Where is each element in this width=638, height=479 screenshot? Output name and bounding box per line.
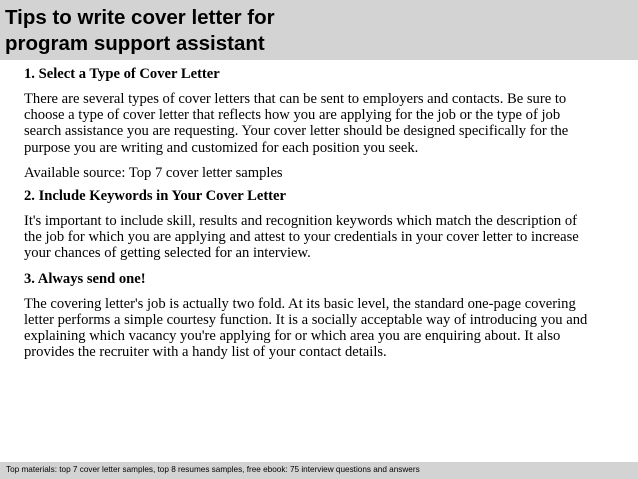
paragraph-line: provides the recruiter with a handy list of your contact details. [24, 344, 387, 361]
paragraph-line: The covering letter's job is actually two fold. At its basic level, the standard one-page covering [24, 295, 576, 312]
section-heading: 3. Always send one! [24, 270, 146, 287]
paragraph-line: search assistance you are requesting. Your cover letter should be designed specifically for the [24, 123, 569, 140]
slide-content [24, 66, 614, 369]
title-band [0, 0, 638, 60]
footer-band [0, 462, 638, 479]
paragraph-line: It's important to include skill, results and recognition keywords which match the description of [24, 213, 578, 230]
footer-text: Top materials: top 7 cover letter samples, top 8 resumes samples, free ebook: 75 interview questions and answers [6, 465, 420, 474]
available-source-text [24, 165, 614, 181]
paragraph-line: the job for which you are applying and attest to your credentials in your cover letter to increase [24, 229, 579, 246]
section-include-keywords [24, 188, 614, 262]
section-heading: 1. Select a Type of Cover Letter [24, 66, 220, 82]
page-title-line-1: Tips to write cover letter for [5, 6, 275, 29]
paragraph-line: There are several types of cover letters that can be sent to employers and contacts. Be sure to [24, 91, 567, 107]
paragraph-line: purpose you are writing and customized for each position you seek. [24, 139, 419, 156]
section-paragraph [24, 296, 614, 361]
section-always-send [24, 271, 614, 361]
section-select-type [24, 66, 614, 181]
paragraph-line: Available source: Top 7 cover letter samples [24, 164, 283, 181]
paragraph-line: choose a type of cover letter that reflects how you are applying for the job or the type of job [24, 107, 561, 124]
section-paragraph [24, 213, 614, 262]
paragraph-line: explaining which vacancy you're applying for or which area you are enquiring about. It also [24, 328, 561, 345]
paragraph-line: your chances of getting selected for an interview. [24, 245, 311, 262]
page-title-line-2: program support assistant [5, 32, 265, 55]
paragraph-line: letter performs a simple courtesy function. It is a socially acceptable way of introducing you and [24, 311, 588, 328]
section-paragraph [24, 91, 614, 156]
section-heading: 2. Include Keywords in Your Cover Letter [24, 188, 286, 205]
